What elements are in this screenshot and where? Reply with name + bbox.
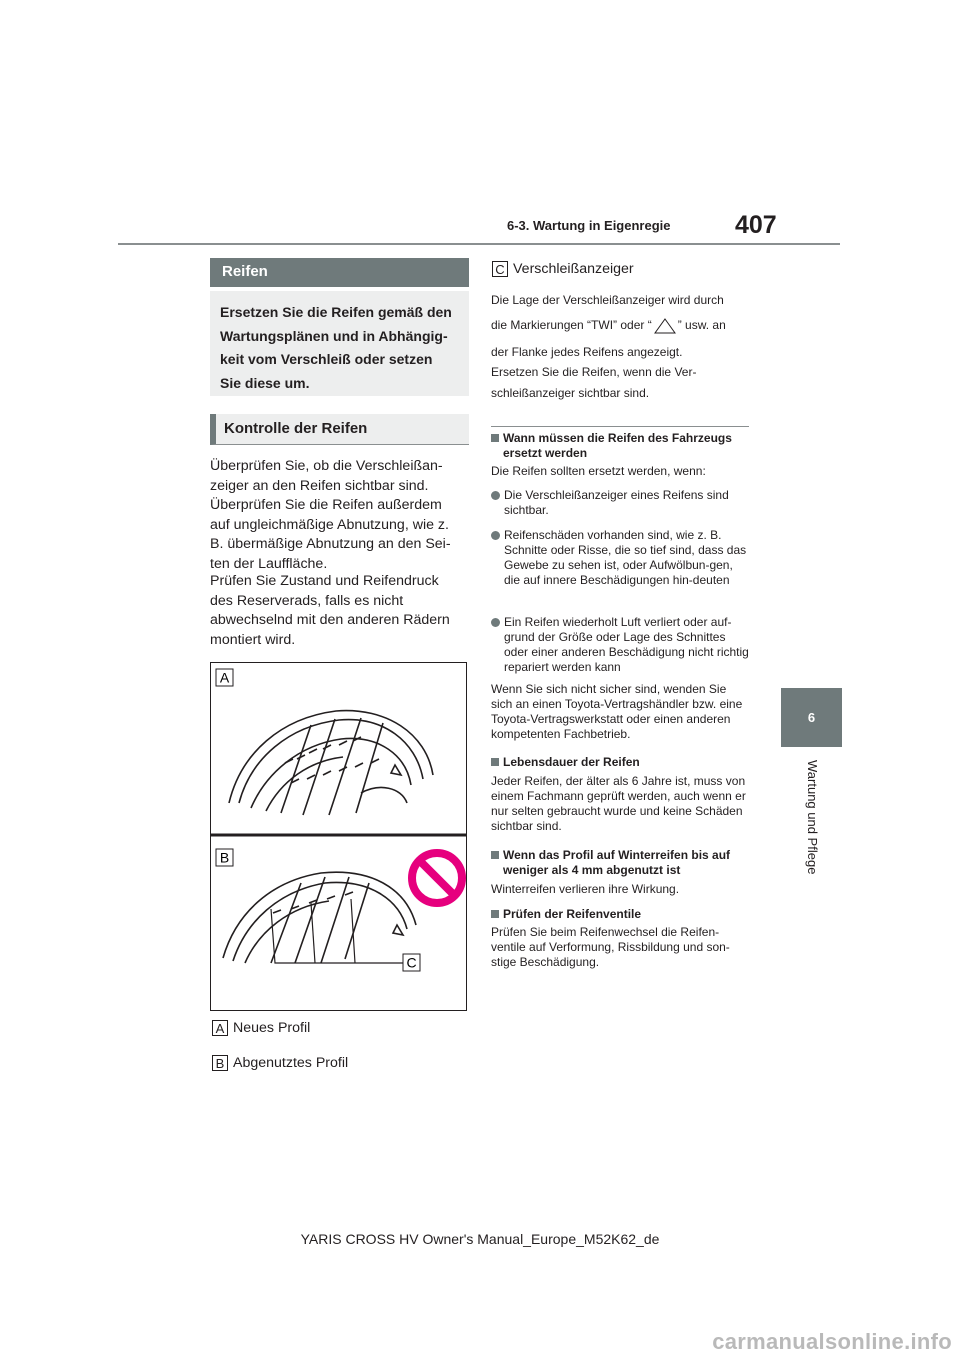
text-line: Ersetzen Sie die Reifen, wenn die Ver- <box>491 365 697 379</box>
subheading-text: Wann müssen die Reifen des Fahrzeugs ersetzt werden <box>503 431 732 460</box>
legend-key: A <box>212 1020 228 1036</box>
text-line: des Reserverads, falls es nicht <box>210 592 404 609</box>
text-line: Prüfen Sie Zustand und Reifendruck <box>210 573 439 589</box>
section-title: 6-3. Wartung in Eigenregie <box>507 218 671 233</box>
chapter-title: Wartung und Pflege <box>805 760 820 875</box>
wear-indicator-description <box>491 293 749 401</box>
valves-text: Prüfen Sie beim Reifenwechsel die Reifen-ventile auf Verformung, Rissbildung und son-stige Beschädigung. <box>491 925 730 969</box>
legend-text: Verschleißanzeiger <box>513 261 634 277</box>
triangle-mark-icon <box>652 318 678 334</box>
chapter-tab <box>781 688 842 747</box>
circle-bullet-icon <box>491 531 500 540</box>
paragraph-check <box>210 457 472 574</box>
text-line: schleißanzeiger sichtbar sind. <box>491 386 650 400</box>
text-fragment: ” usw. an <box>677 318 726 332</box>
text-line: abwechselnd mit den anderen Rädern <box>210 612 450 628</box>
winter-text: Winterreifen verlieren ihre Wirkung. <box>491 882 680 896</box>
text-line: Überprüfen Sie die Reifen außerdem <box>210 497 442 513</box>
legend-text: Neues Profil <box>233 1020 311 1036</box>
page-number: 407 <box>735 211 777 239</box>
list-item <box>491 615 749 675</box>
text-line: zeiger an den Reifen sichtbar sind. <box>210 477 429 494</box>
dealer-advice: Wenn Sie sich nicht sicher sind, wenden Sie sich an einen Toyota-Vertragshändler bzw. eine Toyota-Vertragswerkstatt oder einen anderen kompetenten Fachbetrieb. <box>491 682 743 741</box>
list-item-text: Ein Reifen wiederholt Luft verliert oder auf-grund der Größe oder Lage des Schnittes oder einer anderen Beschädigung nicht richtig repariert werden kann <box>504 615 749 674</box>
subheading-text: Wenn das Profil auf Winterreifen bis auf weniger als 4 mm abgenutzt ist <box>503 848 731 877</box>
square-bullet-icon <box>491 758 499 766</box>
watermark: carmanualsonline.info <box>712 1329 952 1354</box>
subheading-winter <box>491 848 749 878</box>
subheading-valves <box>491 907 749 922</box>
subheading-replace <box>491 431 749 461</box>
info-line: Ersetzen Sie die Reifen gemäß den <box>220 304 452 320</box>
section-divider <box>491 426 749 427</box>
legend-item-a <box>212 1020 310 1036</box>
subheading-text: Lebensdauer der Reifen <box>503 755 640 769</box>
paragraph-spare <box>210 572 472 650</box>
text-line: Die Lage der Verschleißanzeiger wird durch <box>491 293 724 307</box>
lifetime-text: Jeder Reifen, der älter als 6 Jahre ist, muss von einem Fachmann geprüft werden, auch wenn er nur selten gebraucht wurde und keine Schäden sichtbar sind. <box>491 774 746 833</box>
circle-bullet-icon <box>491 491 500 500</box>
text-line: montiert wird. <box>210 631 296 648</box>
new-tire-icon <box>229 711 433 815</box>
tire-illustration <box>210 662 467 1011</box>
info-box <box>210 291 469 396</box>
legend-item-c <box>492 261 634 277</box>
circle-bullet-icon <box>491 618 500 627</box>
worn-tire-icon <box>223 872 416 963</box>
prohibited-icon <box>412 853 462 903</box>
text-line: ten der Lauffläche. <box>210 555 328 572</box>
label-a: A <box>219 669 230 686</box>
square-bullet-icon <box>491 851 499 859</box>
text-line: auf ungleichmäßige Abnutzung, wie z. <box>210 516 449 533</box>
info-line: keit vom Verschleiß oder setzen <box>220 351 433 367</box>
subheading-lifetime <box>491 755 749 770</box>
list-item <box>491 528 749 588</box>
list-item <box>491 488 749 518</box>
text-line: Überprüfen Sie, ob die Verschleißan- <box>210 458 443 474</box>
chapter-number: 6 <box>807 710 816 725</box>
heading-kontrolle: Kontrolle der Reifen <box>210 414 469 445</box>
info-line: Sie diese um. <box>220 374 310 391</box>
legend-key: B <box>212 1055 228 1071</box>
square-bullet-icon <box>491 910 499 918</box>
header-divider <box>118 243 840 245</box>
subheading-text: Prüfen der Reifenventile <box>503 907 642 921</box>
footer-manual-id: YARIS CROSS HV Owner's Manual_Europe_M52K62_de <box>300 1231 660 1247</box>
list-item-text: Reifenschäden vorhanden sind, wie z. B. Schnitte oder Risse, die so tief sind, dass das Gewebe zu sehen ist, oder Aufwölbun-gen, die auf innere Beschädigungen hin-deuten <box>504 528 747 587</box>
text-fragment: die Markierungen “TWI” oder “ <box>491 318 652 332</box>
legend-item-b <box>212 1055 348 1071</box>
tire-drawing <box>211 663 466 1010</box>
legend-text: Abgenutztes Profil <box>233 1055 349 1071</box>
replace-intro: Die Reifen sollten ersetzt werden, wenn: <box>491 464 706 478</box>
text-line-with-symbol <box>491 318 749 345</box>
square-bullet-icon <box>491 434 499 442</box>
text-line: B. übermäßige Abnutzung an den Sei- <box>210 536 451 552</box>
heading-reifen: Reifen <box>210 258 469 287</box>
info-line: Wartungsplänen und in Abhängig- <box>220 327 448 344</box>
legend-key: C <box>492 261 508 277</box>
list-item-text: Die Verschleißanzeiger eines Reifens sind sichtbar. <box>504 488 729 517</box>
label-b: B <box>219 849 230 866</box>
text-line: der Flanke jedes Reifens angezeigt. <box>491 345 683 359</box>
label-c: C <box>406 954 417 971</box>
